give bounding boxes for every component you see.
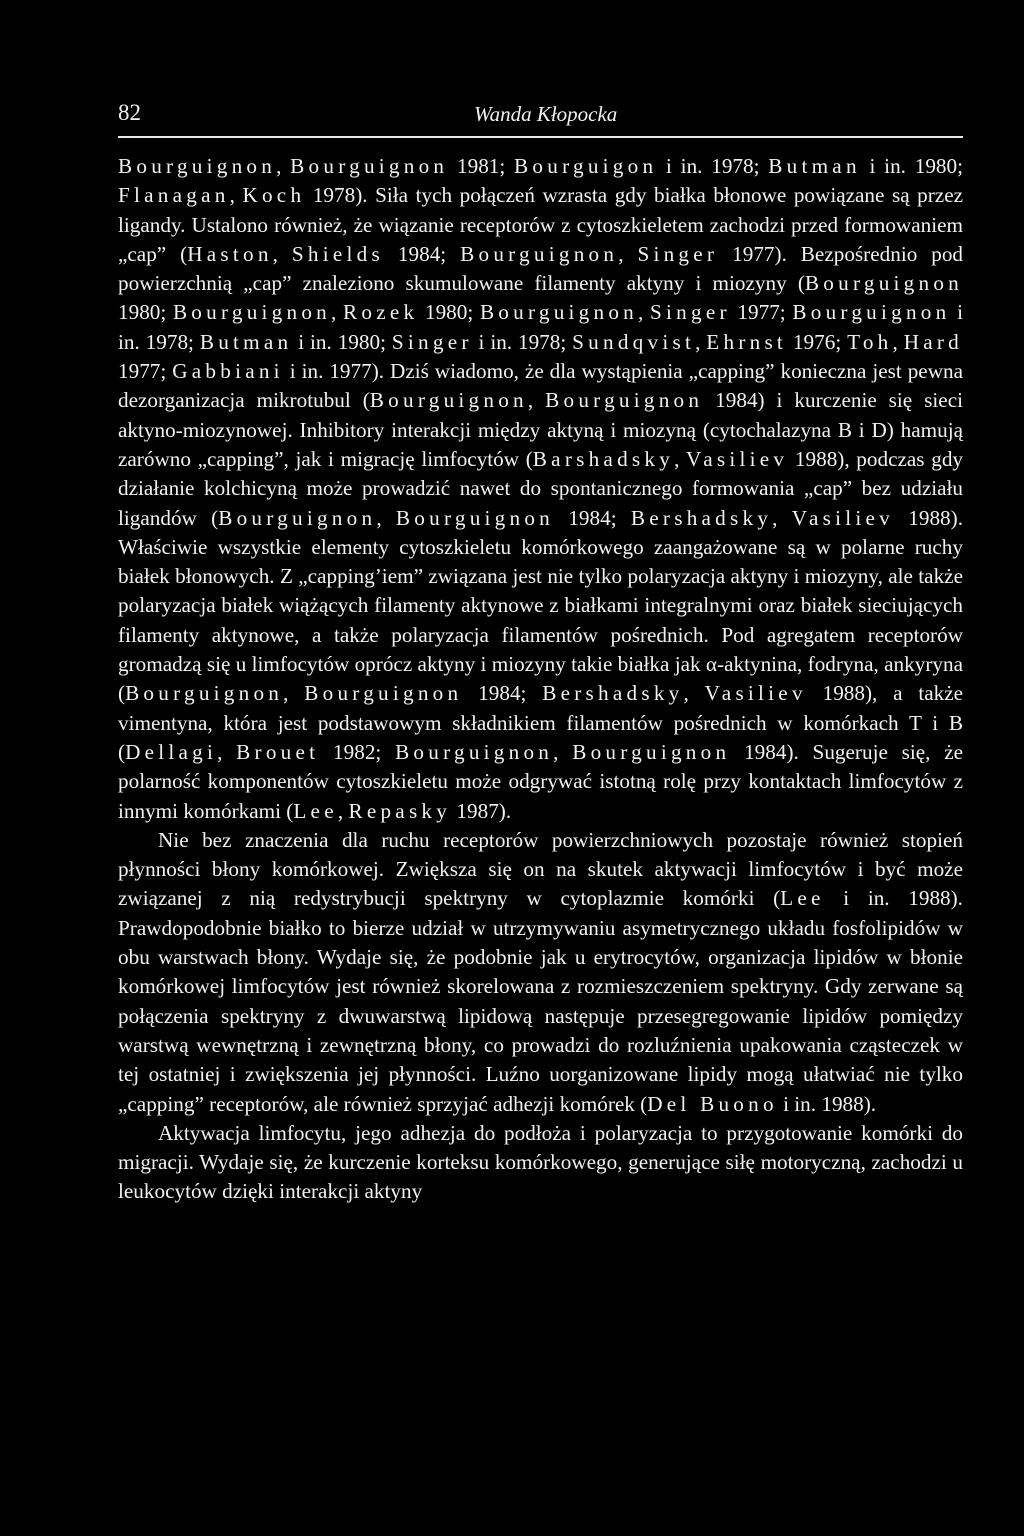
cited-author: Bershadsky	[542, 681, 684, 706]
body-text	[118, 152, 963, 1207]
cited-author: Gabbiani	[172, 359, 284, 384]
cited-author: Flanagan	[118, 183, 230, 208]
cited-author: Singer	[637, 241, 719, 266]
cited-author: Bourguignon	[572, 739, 731, 764]
paragraph-1: Bourguignon, Bourguignon 1981; Bourguigon i in. 1978; Butman i in. 1980; Flanagan, Koch 1978). Siła tych połączeń wzrasta gdy białka błonowe powiązane są przez ligandy. Ustalono również, że wiązanie receptorów z cytoszkieletem zachodzi przed formowaniem „cap” (Haston, Shields 1984; Bourguignon, Singer 1977). Bezpośrednio pod powierzchnią „cap” znaleziono skumulowane filamenty aktyny i miozyny (Bourguignon 1980; Bourguignon, Rozek 1980; Bourguignon, Singer 1977; Bourguignon i in. 1978; Butman i in. 1980; Singer i in. 1978; Sundqvist, Ehrnst 1976; Toh, Hard 1977; Gabbiani i in. 1977). Dziś wiadomo, że dla wystąpienia „capping” konieczna jest pewna dezorganizacja mikrotubul (Bourguignon, Bourguignon 1984) i kurczenie się sieci aktyno-miozynowej. Inhibitory interakcji między aktyną i miozyną (cytochalazyna B i D) hamują zarówno „capping”, jak i migrację limfocytów (Barshadsky, Vasiliev 1988), podczas gdy działanie kolchicyną może prowadzić nawet do spontanicznego formowania „cap” bez udziału ligandów (Bourguignon, Bourguignon 1984; Bershadsky, Vasiliev 1988). Właściwie wszystkie elementy cytoszkieletu komórkowego zaangażowane są w polarne ruchy białek błonowych. Z „capping’iem” związana jest nie tylko polaryzacja aktyny i miozyny, ale także polaryzacja białek wiążących filamenty aktynowe z białkami integralnymi oraz białek sieciujących filamenty aktynowe, a także polaryzacja filamentów pośrednich. Pod agregatem receptorów gromadzą się u limfocytów oprócz aktyny i miozyny takie białka jak α-aktynina, fodryna, ankyryna (Bourguignon, Bourguignon 1984; Bershadsky, Vasiliev 1988), a także vimentyna, która jest podstawowym składnikiem filamentów pośrednich w komórkach T i B (Dellagi, Brouet 1982; Bourguignon, Bourguignon 1984). Sugeruje się, że polarność komponentów cytoszkieletu może odgrywać istotną rolę przy kontaktach limfocytów z innymi komórkami (Lee, Repasky 1987).	[118, 154, 964, 823]
cited-author: Bourguignon	[545, 388, 704, 413]
cited-author: Bourguignon	[172, 300, 332, 325]
cited-author: Bershadsky	[630, 505, 773, 530]
paragraph-3: Aktywacja limfocytu, jego adhezja do podłoża i polaryzacja to przygotowanie komórki do migracji. Wydaje się, że kurczenie korteksu komórkowego, generujące siłę motoryczną, zachodzi u leukocytów dzięki interakcji aktyny	[118, 1120, 963, 1204]
cited-author: Bourguignon	[460, 241, 619, 266]
cited-author: Bourguignon	[804, 271, 963, 296]
page-header	[118, 96, 963, 138]
running-title: Wanda Kłopocka	[474, 102, 618, 126]
cited-author: Bourguignon	[125, 681, 284, 706]
cited-author: Koch	[242, 183, 306, 208]
cited-author: Vasiliev	[791, 505, 894, 530]
cited-author: Vasiliev	[704, 681, 807, 706]
cited-author: Repasky	[348, 798, 452, 823]
page-number: 82	[118, 100, 141, 125]
cited-author: Bourguignon	[290, 154, 449, 178]
cited-author: Hard	[903, 329, 964, 354]
cited-author: Singer	[650, 300, 731, 325]
cited-author: Bourguignon	[218, 505, 377, 530]
cited-author: Ehrnst	[706, 329, 788, 354]
cited-author: Sundqvist	[572, 329, 696, 354]
cited-author: Bourguignon	[395, 505, 555, 530]
cited-author: Butman	[199, 329, 293, 354]
cited-author: Bourguignon	[479, 300, 639, 325]
cited-author: Bourguigon	[514, 154, 658, 178]
cited-author: Bourguignon	[792, 300, 951, 325]
cited-author: Brouet	[236, 739, 320, 764]
paragraph-2: Nie bez znaczenia dla ruchu receptorów powierzchniowych pozostaje również stopień płynności błony komórkowej. Zwiększa się on na skutek aktywacji limfocytów i być może związanej z nią redystrybucji spektryny w cytoplazmie komórki (Lee i in. 1988). Prawdopodobnie białko to bierze udział w utrzymywaniu asymetrycznego układu fosfolipidów w obu warstwach błony. Wydaje się, że podobnie jak u erytrocytów, organizacja lipidów w błonie komórkowej limfocytów jest również skorelowana z rozmieszczeniem spektryny. Gdy zerwane są połączenia spektryny z dwuwarstwą lipidową następuje przesegregowanie lipidów pomiędzy warstwą wewnętrzną i zewnętrzną błony, co prowadzi do rozluźnienia upakowania cząsteczek w tej ostatniej i zwiększenia jej płynności. Luźno uorganizowane lipidy mogą ułatwiać nie tylko „capping” receptorów, ale również sprzyjać adhezji komórek (Del Buono i in. 1988).	[118, 827, 963, 1116]
cited-author: Bourguignon	[395, 739, 554, 764]
cited-author: Shields	[291, 241, 384, 266]
cited-author: Haston	[187, 241, 273, 266]
cited-author: Bourguignon	[118, 154, 277, 178]
cited-author: Vasiliev	[686, 446, 789, 471]
cited-author: Singer	[391, 329, 473, 354]
cited-author: Barshadsky	[532, 446, 675, 471]
cited-author: Del Buono	[647, 1091, 778, 1116]
cited-author: Rozek	[343, 300, 419, 325]
cited-author: Bourguignon	[369, 388, 528, 413]
cited-author: Dellagi	[125, 739, 218, 764]
cited-author: Lee	[293, 798, 338, 823]
cited-author: Butman	[768, 154, 861, 178]
cited-author: Lee	[780, 886, 825, 911]
cited-author: Toh	[847, 329, 893, 354]
cited-author: Bourguignon	[304, 681, 463, 706]
